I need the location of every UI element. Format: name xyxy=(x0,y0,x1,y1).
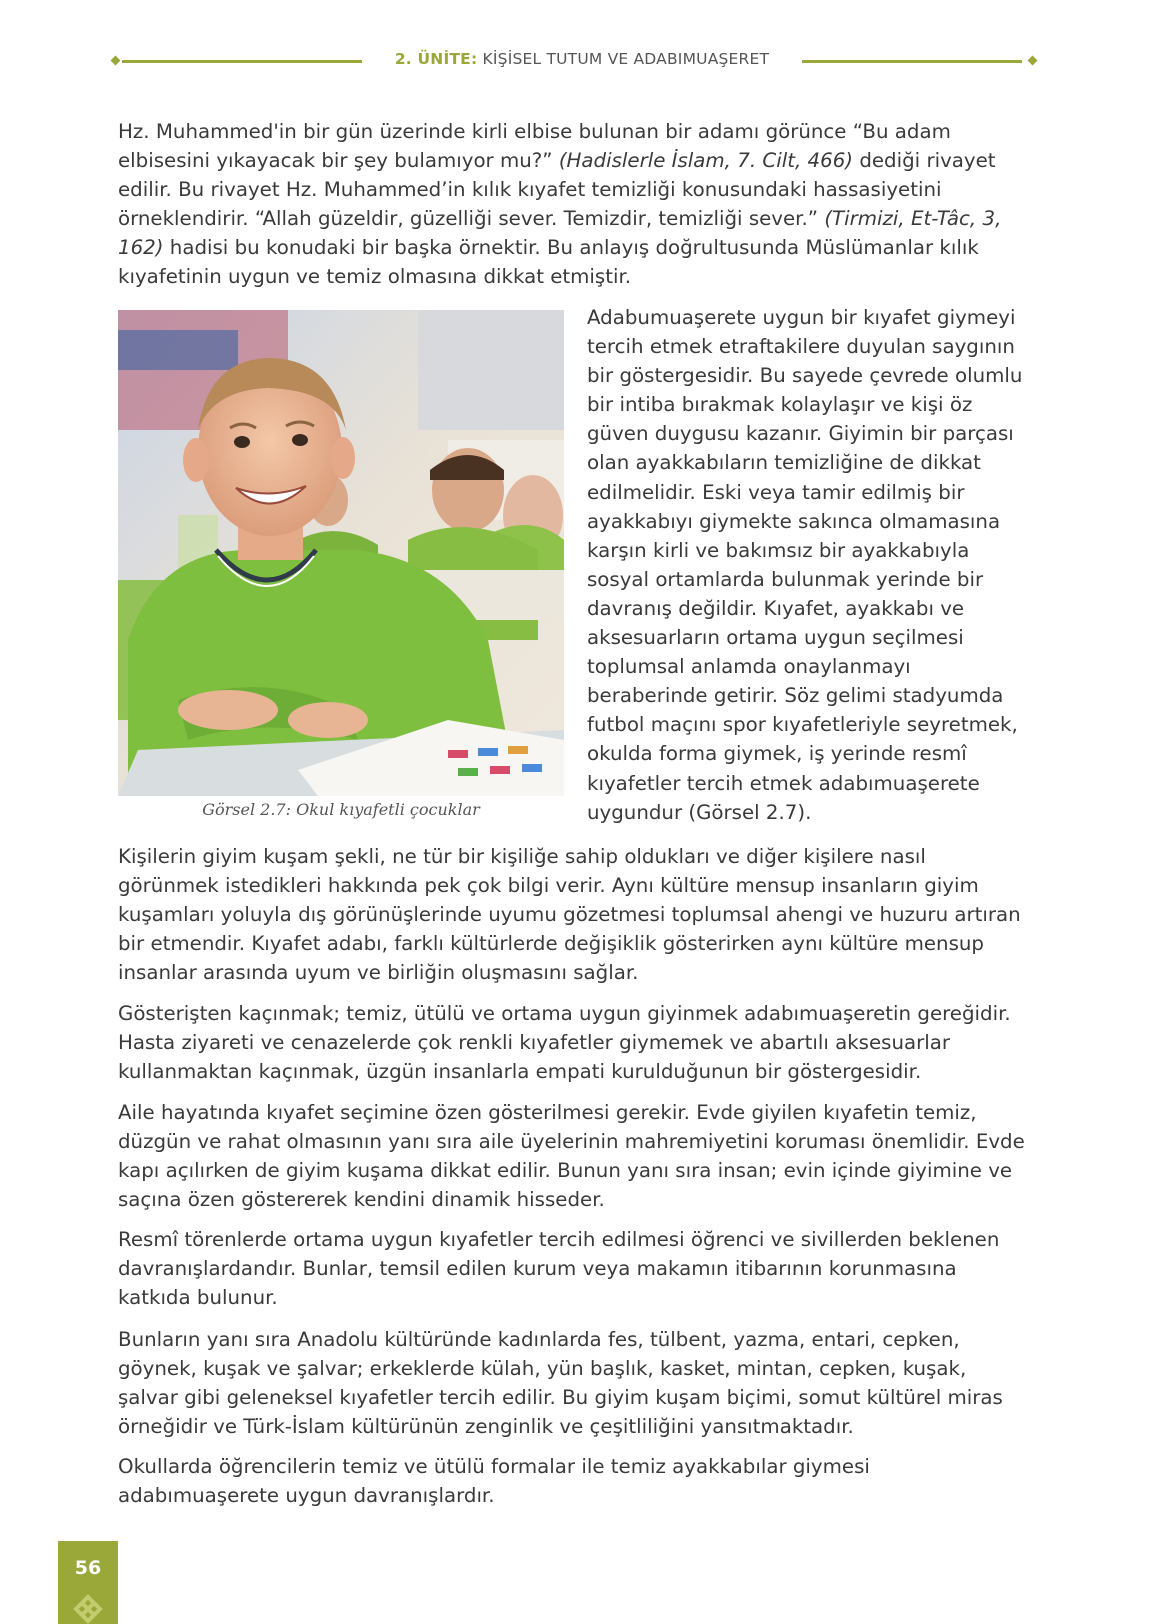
unit-label: 2. ÜNİTE: xyxy=(394,50,478,68)
paragraph-intro: Hz. Muhammed'in bir gün üzerinde kirli elbise bulunan bir adamı görünce “Bu adam elbisesini yıkayacak bir şey bulamıyor mu?” (Hadislerle İslam, 7. Cilt, 466) dediği rivayet edilir. Bu rivayet Hz. Muhammed’in kılık kıyafet temizliği konusundaki hassasiyetini örneklendirir. “Allah güzeldir, güzelliği sever. Temizdir, temizliği sever.” (Tirmizi, Et-Tâc, 3, 162) hadisi bu konudaki bir başka örnektir. Bu anlayış doğrultusunda Müslümanlar kılık kıyafetinin uygun ve temiz olmasına dikkat etmiştir. xyxy=(118,120,1002,288)
citation: (Hadislerle İslam, 7. Cilt, 466) xyxy=(558,149,854,172)
knot-ornament-icon xyxy=(66,1593,110,1624)
unit-title: KİŞİSEL TUTUM VE ADABIMUAŞERET xyxy=(482,50,770,68)
page-number: 56 xyxy=(74,1557,102,1579)
unit-heading xyxy=(362,50,802,68)
header-rule xyxy=(802,60,1022,63)
paragraph: Gösterişten kaçınmak; temiz, ütülü ve ortama uygun giyinmek adabımuaşeretin gereğidir. Hasta ziyareti ve cenazelerde çok renkli kıyafetler giymemek ve abartılı aksesuarlar kullanmaktan kaçınmak, üzgün insanlarla empati kurulduğunun bir göstergesidir. xyxy=(118,1002,1011,1083)
paragraph: Kişilerin giyim kuşam şekli, ne tür bir kişiliğe sahip oldukları ve diğer kişilere nasıl görünmek istedikleri hakkında pek çok bilgi verir. Aynı kültüre mensup insanların giyim kuşamları yoluyla dış görünüşlerinde uyumu gözetmesi toplumsal ahengi ve huzuru artıran bir etmendir. Kıyafet adabı, farklı kültürlerde değişiklik gösterirken aynı kültüre mensup insanlar arasında uyum ve birliğin oluşmasını sağlar. xyxy=(118,845,1021,984)
diamond-ornament-icon xyxy=(111,56,121,66)
paragraph-beside-figure: Adabumuaşerete uygun bir kıyafet giymeyi tercih etmek etraftakilere duyulan saygının bir göstergesidir. Bu sayede çevrede olumlu bir intiba bırakmak kolaylaşır ve kişi öz güven duygusu kazanır. Giyimin bir parçası olan ayakkabıların temizliğine de dikkat edilmelidir. Eski veya tamir edilmiş bir ayakkabıyı giymekte sakınca olmamasına karşın kirli ve bakımsız bir ayakkabıyla sosyal ortamlarda bulunmak yerinde bir davranış değildir. Kıyafet, ayakkabı ve aksesuarların ortama uygun seçilmesi toplumsal anlamda onaylanmayı beraberinde getirir. Söz gelimi stadyumda futbol maçını spor kıyafetleriyle seyretmek, okulda forma giymek, iş yerinde resmî kıyafetler tercih etmek adabımuaşerete uygundur (Görsel 2.7). xyxy=(587,306,1023,824)
header-rule xyxy=(122,60,362,63)
paragraph: Aile hayatında kıyafet seçimine özen gösterilmesi gerekir. Evde giyilen kıyafetin temiz, düzgün ve rahat olmasının yanı sıra aile üyelerinin mahremiyetini koruması önemlidir. Evde kapı açılırken de giyim kuşama dikkat edilir. Bunun yanı sıra insan; evin içinde giyimine ve saçına özen göstererek kendini dinamik hisseder. xyxy=(118,1101,1025,1211)
paragraph: Bunların yanı sıra Anadolu kültüründe kadınlarda fes, tülbent, yazma, entari, cepken, göynek, kuşak ve şalvar; erkeklerde külah, yün başlık, kasket, mintan, cepken, kuşak, şalvar gibi geleneksel kıyafetler tercih edilir. Bu giyim kuşam biçimi, somut kültürel miras örneğidir ve Türk-İslam kültürünün zenginlik ve çeşitliliğini yansıtmaktadır. xyxy=(118,1328,1003,1438)
citation: (Tirmizi, Et-Tâc, 3, 162) xyxy=(118,207,1002,259)
diamond-ornament-icon xyxy=(1028,56,1038,66)
schoolboy-photo xyxy=(118,310,564,796)
paragraph: Okullarda öğrencilerin temiz ve ütülü formalar ile temiz ayakkabılar giymesi adabımuaşerete uygun davranışlardır. xyxy=(118,1455,870,1507)
photo-figure xyxy=(118,310,564,796)
paragraph: Resmî törenlerde ortama uygun kıyafetler tercih edilmesi öğrenci ve sivillerden beklenen davranışlardandır. Bunlar, temsil edilen kurum veya makamın itibarının korunmasına katkıda bulunur. xyxy=(118,1228,1000,1309)
figure-caption: Görsel 2.7: Okul kıyafetli çocuklar xyxy=(202,800,480,819)
running-header xyxy=(112,44,1037,78)
page-number-tab xyxy=(58,1541,118,1624)
